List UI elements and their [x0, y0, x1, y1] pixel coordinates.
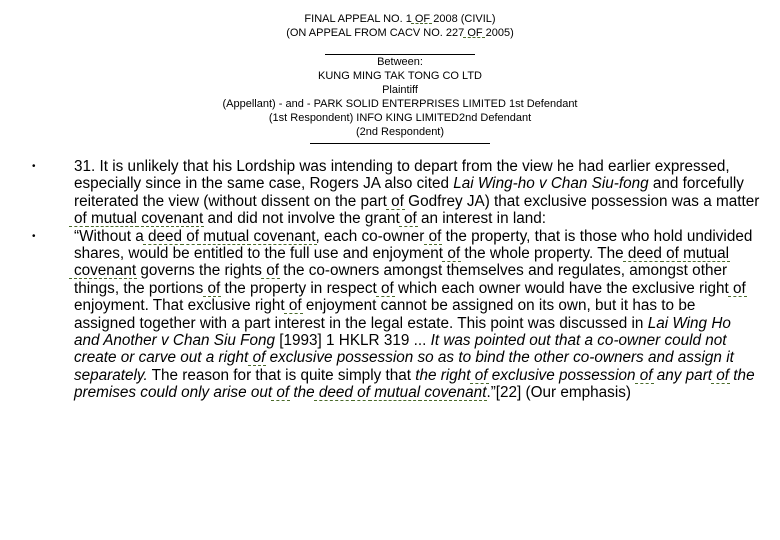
keyword-of: of: [666, 245, 679, 263]
keyword-mutual: mutual: [203, 227, 250, 245]
keyword-of: of: [403, 210, 417, 228]
keyword-covenant: covenant: [141, 210, 204, 228]
case-citation: Lai Wing-ho v Chan Siu-fong: [453, 175, 649, 193]
bullet-icon: •: [32, 230, 36, 242]
header-parties-2: (1st Respondent) INFO KING LIMITED2nd Defendant: [268, 112, 532, 124]
keyword-deed: deed: [318, 384, 353, 402]
keyword-deed: deed: [147, 227, 182, 245]
keyword-of: of: [733, 279, 746, 297]
keyword-of: of: [447, 245, 461, 263]
keyword-covenant: covenant: [424, 384, 487, 402]
header-divider: [325, 40, 475, 55]
keyword-deed: deed: [627, 245, 662, 263]
keyword-of: OF: [414, 13, 431, 25]
judgment-paragraphs: [0, 158, 760, 402]
keyword-of: of: [266, 262, 279, 280]
keyword-of: of: [639, 366, 653, 384]
keyword-mutual: mutual: [374, 384, 421, 402]
keyword-of: of: [474, 366, 488, 384]
keyword-of: of: [207, 279, 221, 297]
keyword-mutual: mutual: [683, 245, 730, 263]
keyword-of: of: [391, 192, 404, 210]
paragraph-31: • 31. It is unlikely that his Lordship was intending to depart from the view he had earlier expressed, especially since in the same case, Rogers JA also cited Lai Wing-ho v Chan Siu-fong and forcefully reiterated the view (without dissent on the part of Godfrey JA) that exclusive possession was a matter of mutual covenant and did not involve the grant of an interest in land:: [32, 158, 760, 228]
case-header: [0, 12, 780, 139]
bullet-icon: •: [32, 161, 36, 172]
paragraph-quote: • “Without a deed of mutual covenant, each co-owner of the property, that is those who hold undivided shares, would be entitled to the full use and enjoyment of the whole property. The deed of mutual covenant governs the rights of the co-owners amongst themselves and regulates, amongst other things, the portions of the property in respect of which each owner would have the exclusive right of enjoyment. That exclusive right of enjoyment cannot be assigned on its own, but it has to be assigned together with a part interest in the legal estate. This point was discussed in Lai Wing Ho and Another v Chan Siu Fong [1993] 1 HKLR 319 ... It was pointed out that a co-owner could not create or carve out a right of exclusive possession so as to bind the other co-owners and assign it separately. The reason for that is quite simply that the right of exclusive possession of any part of the premises could only arise out of the deed of mutual covenant.”[22] (Our emphasis): [32, 227, 755, 402]
keyword-of: of: [380, 279, 394, 297]
keyword-of: of: [74, 210, 87, 228]
header-appeal-from: (ON APPEAL FROM CACV NO. 227 OF 2005): [286, 27, 514, 39]
keyword-of: of: [276, 384, 290, 402]
body-divider: [310, 143, 490, 144]
keyword-of: of: [186, 227, 200, 245]
header-parties-3: (2nd Respondent): [355, 126, 445, 138]
header-plaintiff-name: KUNG MING TAK TONG CO LTD: [317, 70, 482, 82]
header-plaintiff-role: Plaintiff: [382, 84, 418, 96]
keyword-covenant: covenant: [74, 262, 137, 280]
case-citation: Lai Wing Ho and Another v Chan Siu Fong: [74, 314, 731, 350]
keyword-of: OF: [467, 27, 483, 39]
keyword-of: of: [252, 349, 266, 367]
keyword-covenant: covenant: [253, 227, 316, 245]
keyword-of: of: [288, 297, 302, 315]
header-case-number: FINAL APPEAL NO. 1 OF 2008 (CIVIL): [304, 13, 496, 25]
keyword-of: of: [357, 384, 370, 402]
keyword-of: of: [716, 366, 730, 384]
keyword-mutual: mutual: [91, 210, 137, 228]
header-between: Between:: [377, 56, 423, 68]
keyword-of: of: [428, 227, 442, 245]
header-parties: (Appellant) - and - PARK SOLID ENTERPRISES LIMITED 1st Defendant: [222, 98, 578, 110]
